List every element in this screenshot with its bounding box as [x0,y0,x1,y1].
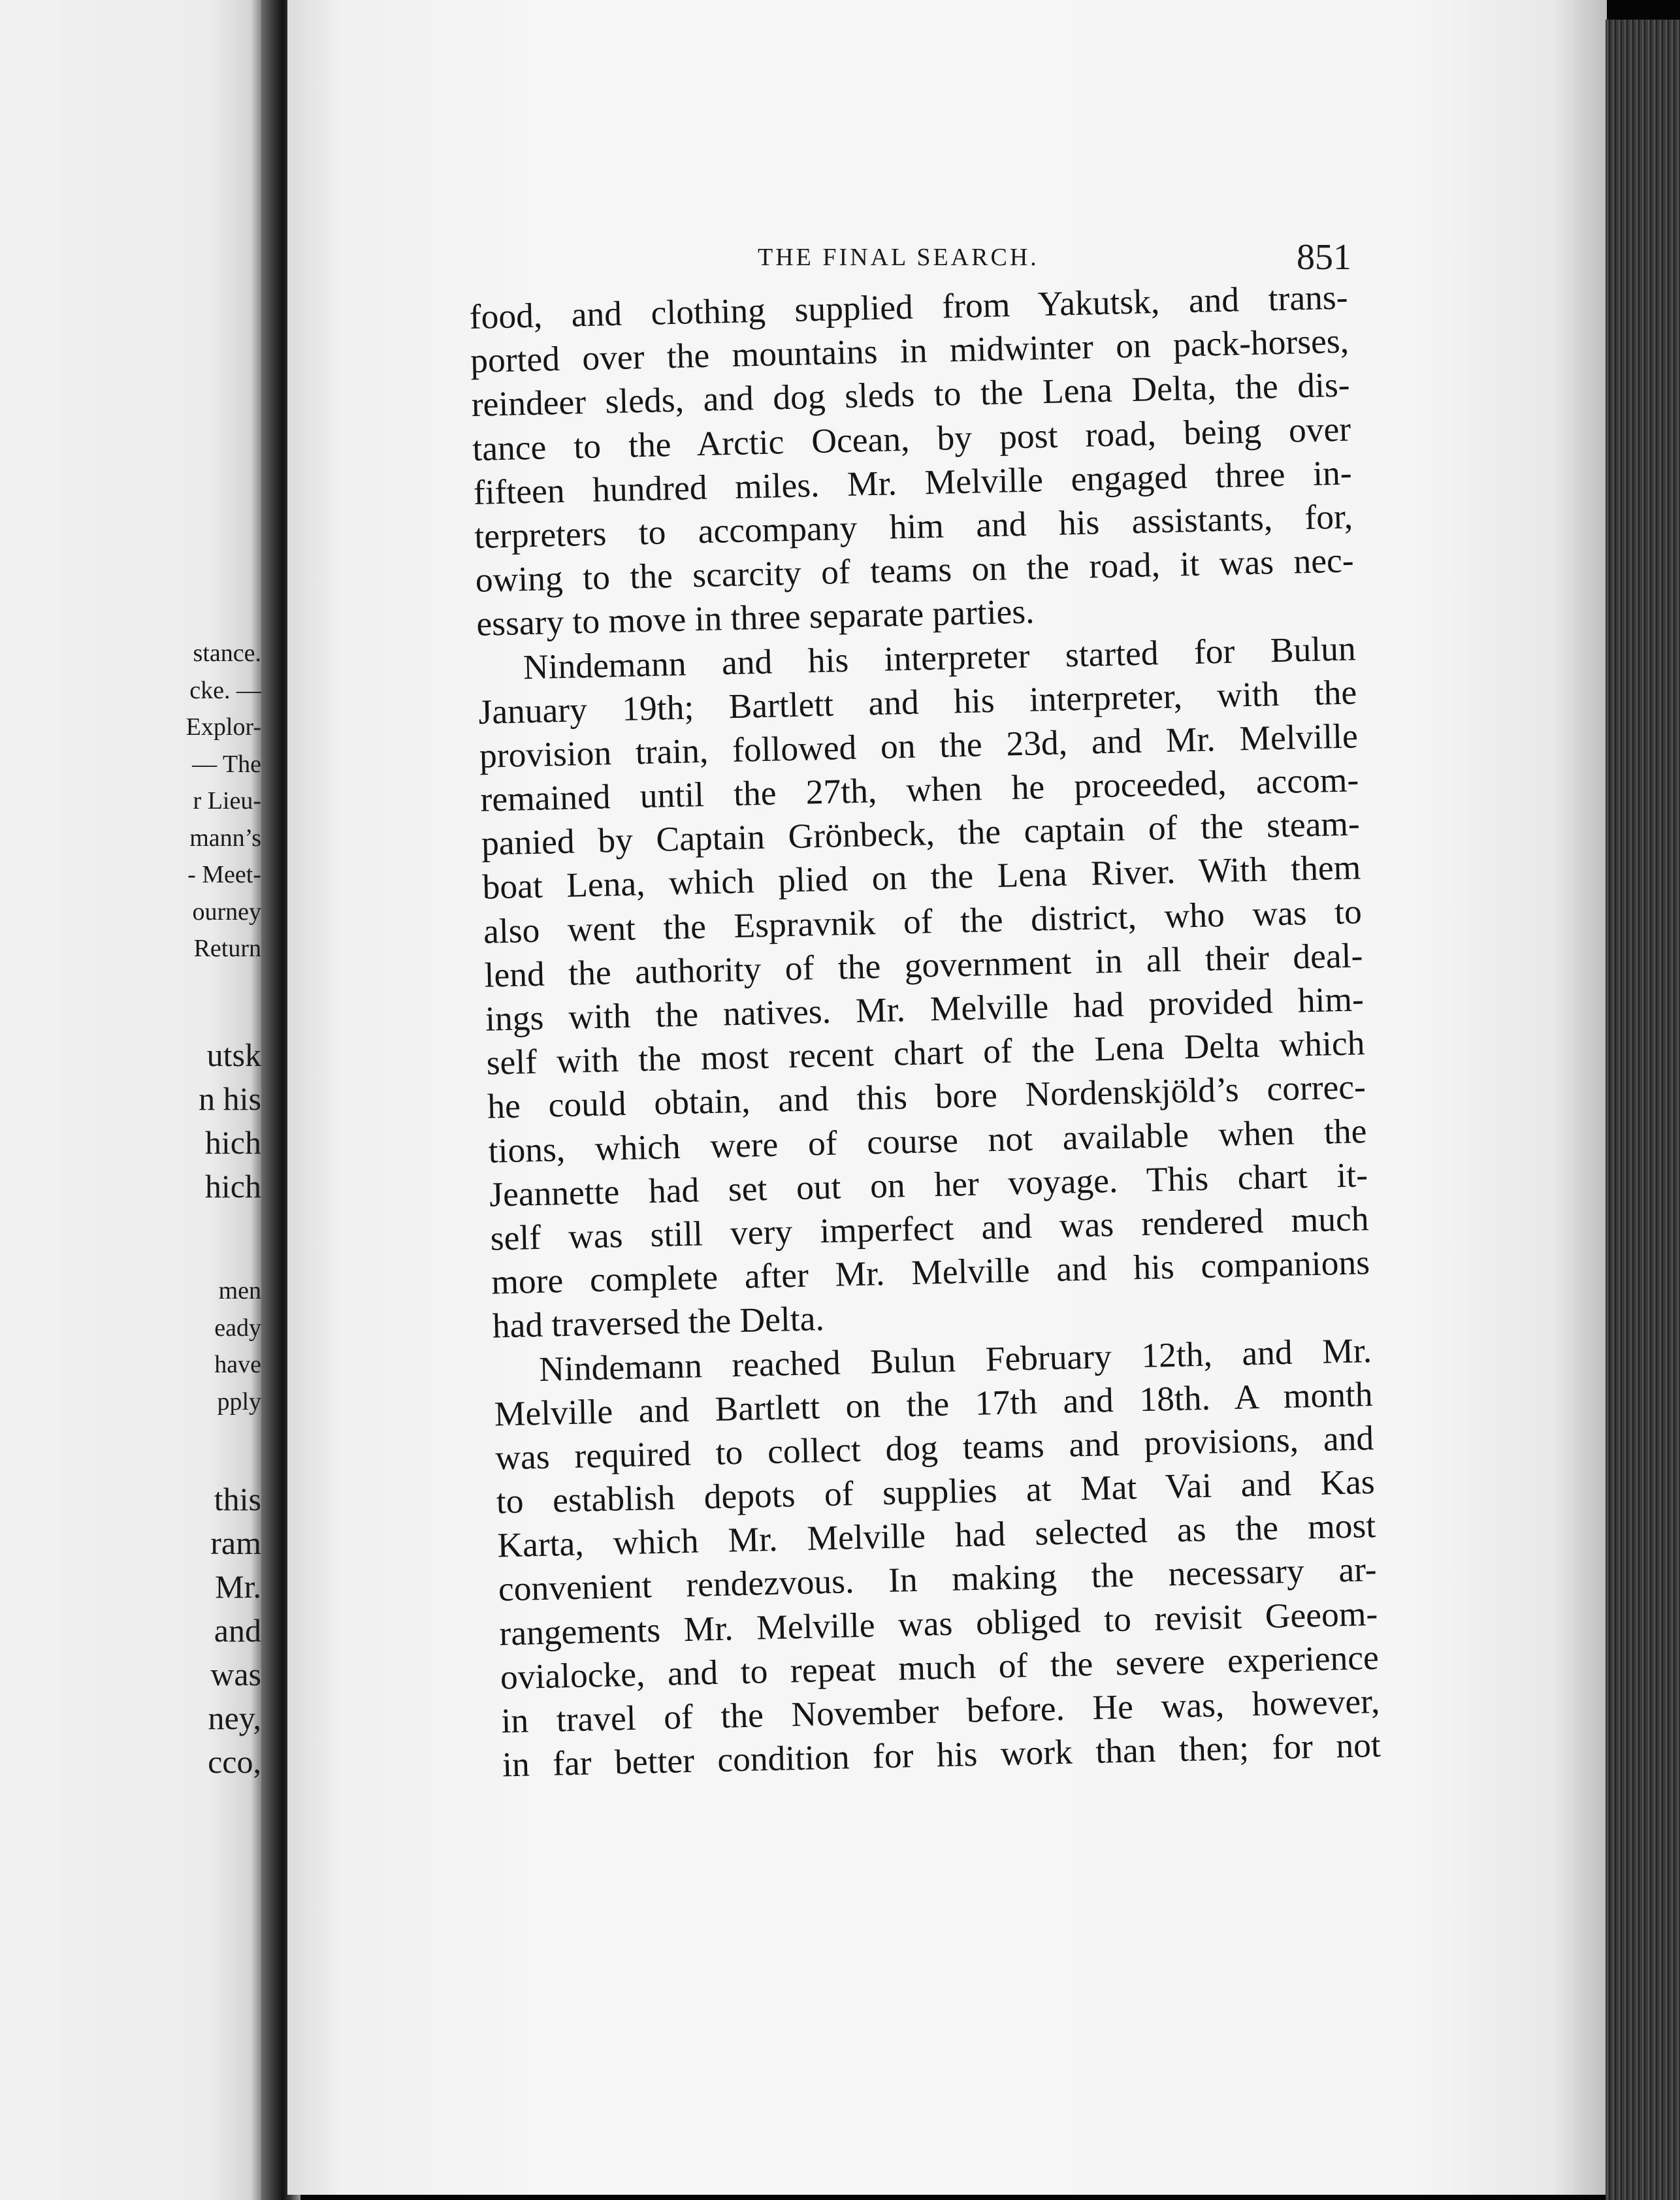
text-line: to establish depots of supplies at Mat Vai and Kas [496,1462,1376,1521]
text-line: January 19th; Bartlett and his interpreter, with the [477,672,1357,732]
fragment-line: stance. [193,639,261,667]
text-line: Karta, which Mr. Melville had selected as the most [496,1506,1376,1565]
text-line: fifteen hundred miles. Mr. Melville engaged three in- [473,453,1353,512]
fragment-line: cke. — [189,676,261,704]
fragment-line: - Meet- [187,861,261,888]
text-line: self was still very imperfect and was rendered much [490,1199,1370,1258]
fragment-line: men [218,1277,261,1304]
fragment-line: hich [204,1168,261,1205]
fragment-line: ourney [192,898,261,926]
previous-page [0,0,261,2200]
fragment-line: eady [214,1314,261,1342]
fragment-line: Explor- [186,713,261,741]
text-line: Melville and Bartlett on the 17th and 18th. A month [494,1374,1374,1434]
text-line: owing to the scarcity of teams on the road, it was nec- [475,540,1355,600]
text-line: lend the authority of the government in all their deal- [483,935,1363,995]
fragment-line: — The [192,750,261,778]
text-line: ported over the mountains in midwinter on pack-horses, [470,321,1349,381]
page-block-edge [1606,20,1680,2200]
previous-page-text-fragment-c [91,1478,261,1784]
text-line: more complete after Mr. Melville and his companions [491,1242,1370,1302]
text-line: remained until the 27th, when he proceeded, accom- [479,760,1359,819]
text-line: convenient rendezvous. In making the necessary ar- [498,1549,1378,1609]
text-line: ings with the natives. Mr. Melville had provided him- [485,979,1365,1039]
text-line: rangements Mr. Melville was obliged to revisit Geeom- [498,1593,1378,1653]
fragment-line: mann’s [189,824,261,852]
text-line: tance to the Arctic Ocean, by post road, being over [472,408,1351,468]
text-line: provision train, followed on the 23d, and Mr. Melville [479,716,1359,775]
text-line: in travel of the November before. He was, however, [500,1681,1380,1741]
text-line: had traversed the Delta. [492,1299,825,1346]
fragment-line: and [214,1612,261,1649]
text-line: in far better condition for his work than then; for not [502,1725,1381,1785]
text-line: was required to collect dog teams and provisions, and [494,1417,1374,1478]
fragment-line: have [214,1351,261,1378]
fragment-line: pply [217,1387,261,1415]
text-line: food, and clothing supplied from Yakutsk, and trans- [469,277,1349,336]
text-line: tions, which were of course not available when the [488,1110,1368,1171]
text-line: Nindemann reached Bulun February 12th, and Mr. [538,1330,1372,1389]
fragment-line: Return [193,935,261,962]
text-line: he could obtain, and this bore Nordenskjöld’s correc- [487,1067,1366,1127]
fragment-line: ney, [208,1700,261,1736]
text-line: Jeannette had set out on her voyage. This chart it- [489,1154,1368,1214]
text-line: ovialocke, and to repeat much of the severe experience [500,1637,1380,1697]
text-line: Nindemann and his interpreter started for Bulun [523,628,1357,687]
previous-page-text-fragment-b [91,1272,261,1420]
fragment-line: r Lieu- [193,787,261,815]
fragment-line: utsk [206,1037,261,1073]
fragment-line: hich [204,1124,261,1161]
fragment-line: this [214,1481,261,1517]
text-line: terpreters to accompany him and his assistants, for, [474,496,1353,556]
page-number: 851 [1297,237,1351,278]
fragment-line: was [210,1656,261,1692]
text-line: essary to move in three separate parties. [476,591,1035,644]
text-line: also went the Espravnik of the district, who was to [483,891,1363,951]
running-head: THE FINAL SEARCH. [758,244,1039,271]
fragment-line: ram [210,1525,261,1561]
text-line: reindeer sleds, and dog sleds to the Lena Delta, the dis- [471,364,1351,425]
text-line: panied by Captain Grönbeck, the captain of the steam- [481,803,1361,864]
previous-page-text-fragment-a [91,1033,261,1208]
previous-page-contents-fragment [91,635,261,967]
body-text [469,275,1381,1787]
text-line: self with the most recent chart of the Lena Delta which [485,1023,1365,1082]
fragment-line: Mr. [215,1568,261,1605]
text-line: boat Lena, which plied on the Lena River. With them [481,847,1361,907]
fragment-line: n his [199,1080,261,1117]
fragment-line: cco, [208,1743,261,1780]
